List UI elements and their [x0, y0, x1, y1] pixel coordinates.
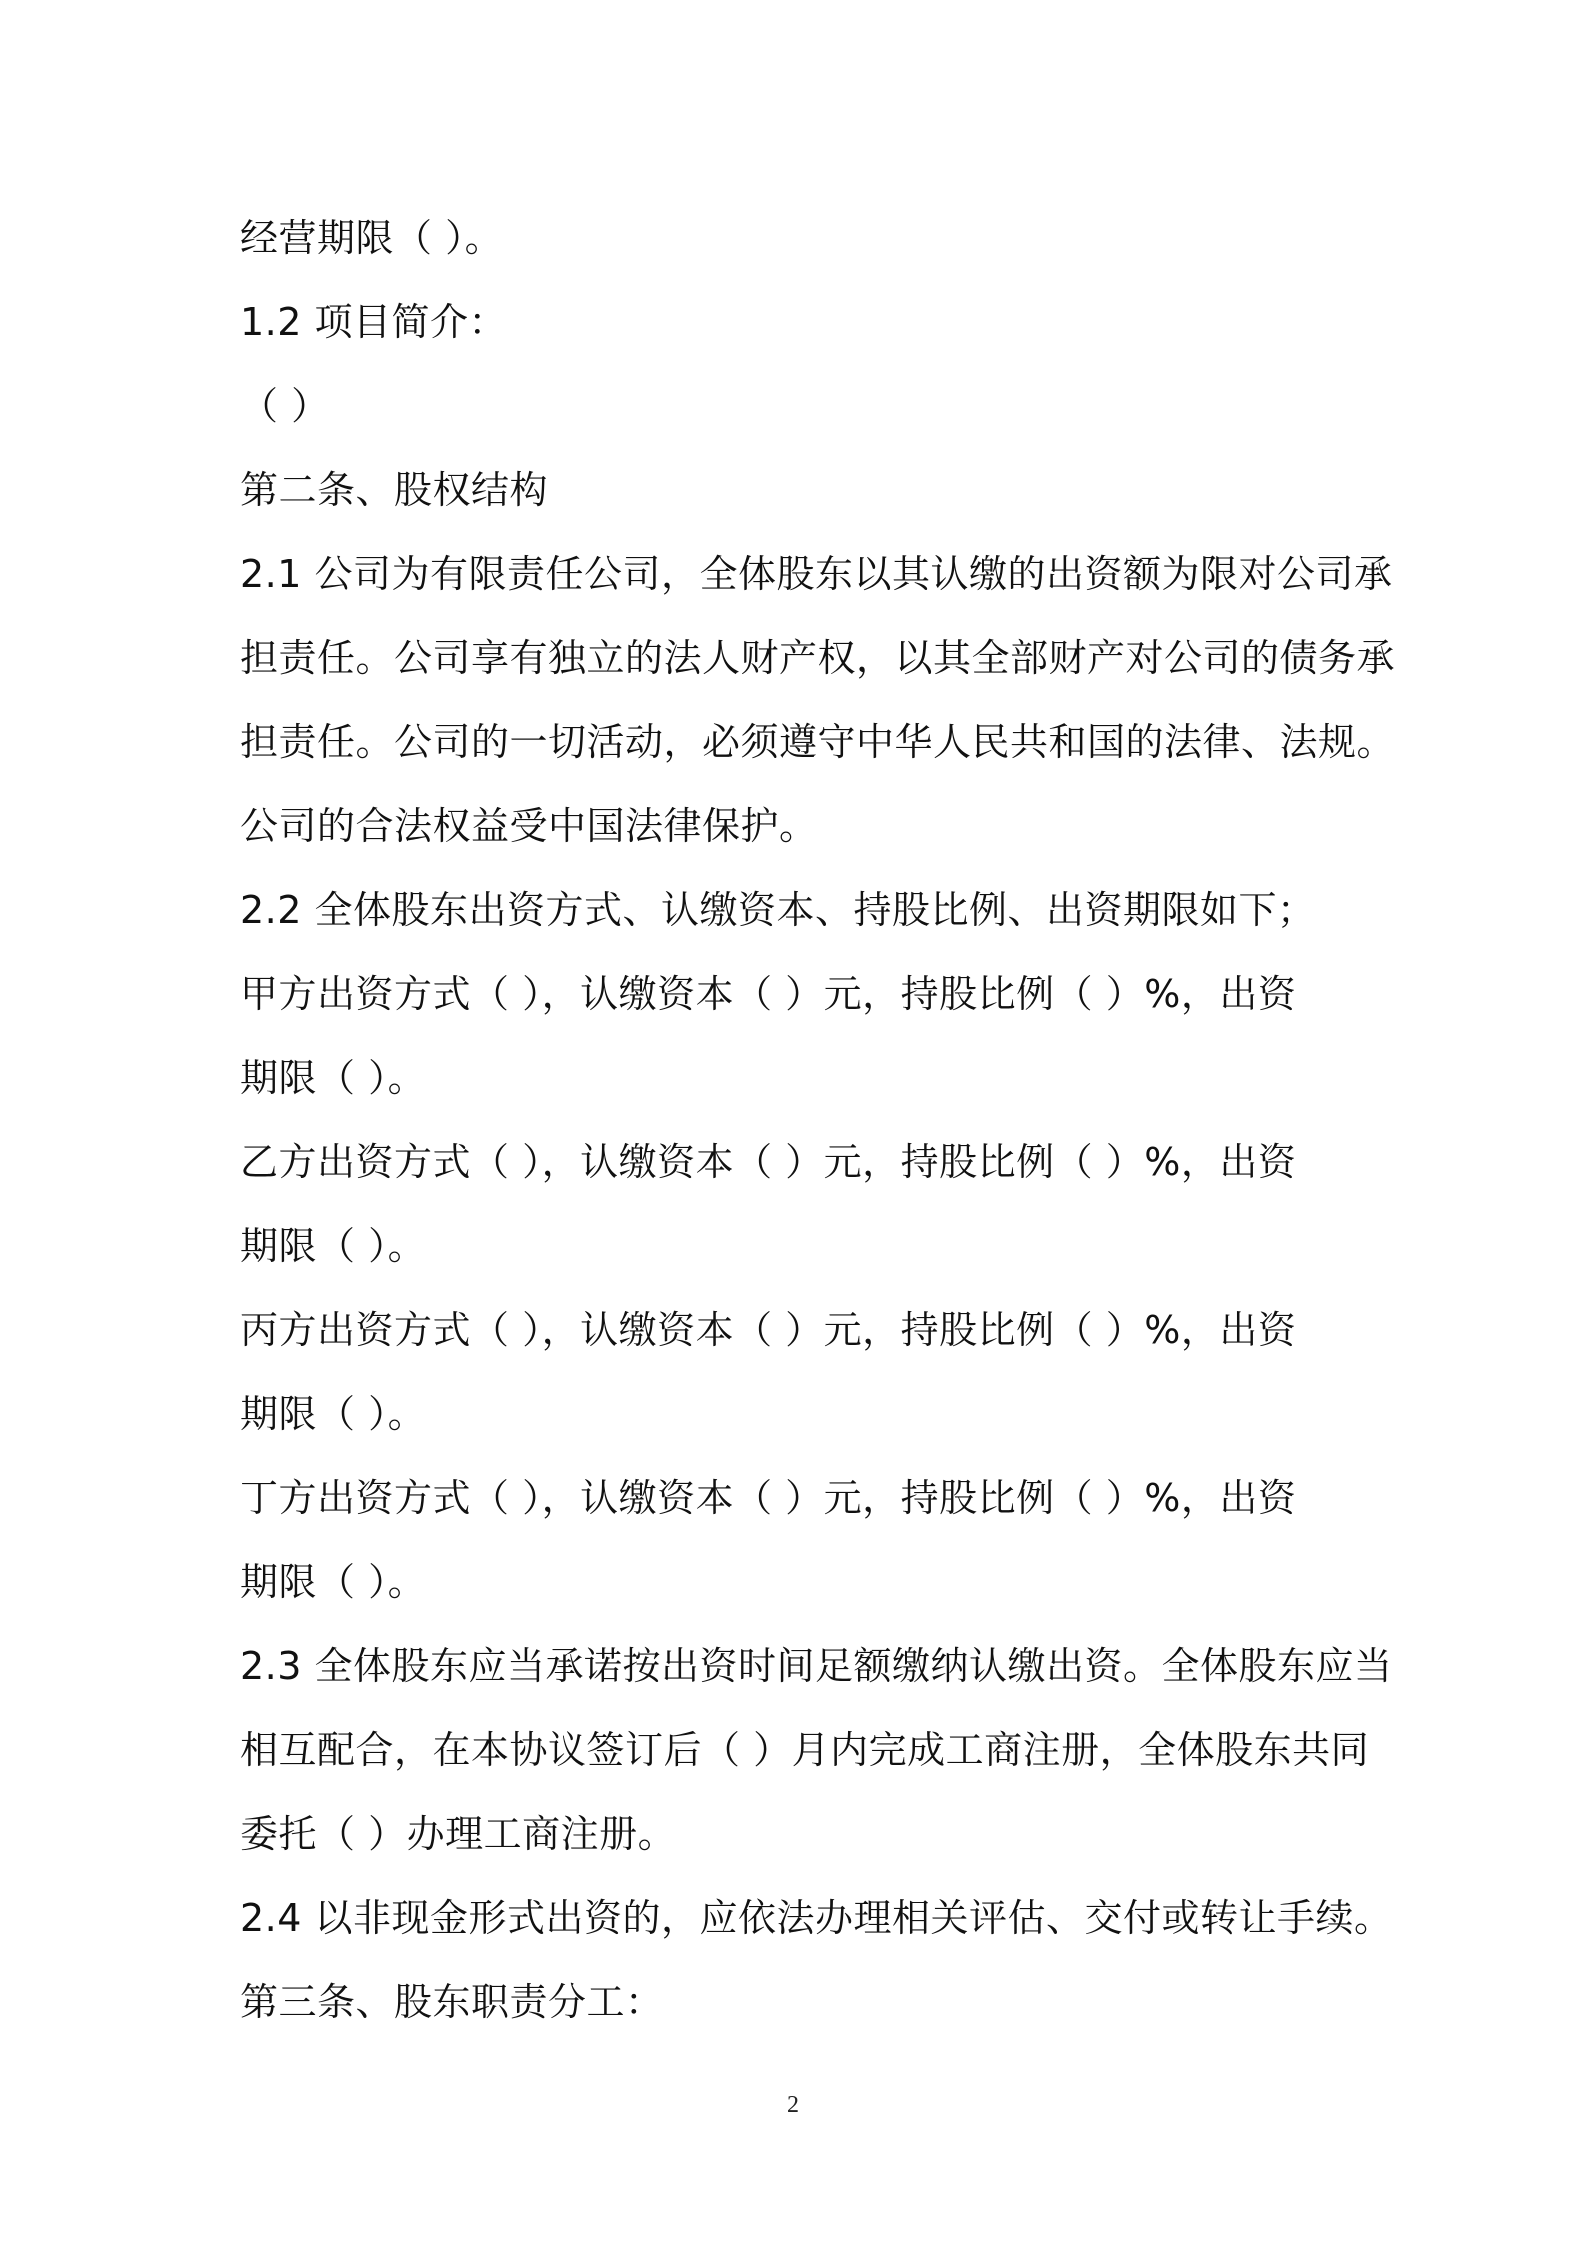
text-line: 经营期限（ ）。 — [240, 216, 504, 260]
text-line: 担责任。公司享有独立的法人财产权，以其全部财产对公司的债务承 — [240, 636, 1396, 680]
text-line: 委托（ ）办理工商注册。 — [240, 1812, 677, 1856]
text-line: 2.3 全体股东应当承诺按出资时间足额缴纳认缴出资。全体股东应当 — [240, 1644, 1393, 1688]
article-heading-3: 第三条、股东职责分工： — [240, 1980, 664, 2024]
text-line: 期限（ ）。 — [240, 1056, 427, 1100]
text-line: 丁方出资方式（ ），认缴资本（ ）元，持股比例（ ）%，出资 — [240, 1476, 1297, 1520]
text-line: （ ） — [240, 384, 330, 428]
section-heading-1-2: 1.2 项目简介： — [240, 300, 508, 344]
text-line: 乙方出资方式（ ），认缴资本（ ）元，持股比例（ ）%，出资 — [240, 1140, 1297, 1184]
text-line: 期限（ ）。 — [240, 1560, 427, 1604]
text-line: 担责任。公司的一切活动，必须遵守中华人民共和国的法律、法规。 — [240, 720, 1396, 764]
text-line: 公司的合法权益受中国法律保护。 — [240, 804, 818, 848]
text-line: 期限（ ）。 — [240, 1392, 427, 1436]
article-heading-2: 第二条、股权结构 — [240, 468, 549, 512]
text-line: 相互配合，在本协议签订后（ ）月内完成工商注册，全体股东共同 — [240, 1728, 1370, 1772]
document-body — [240, 196, 1396, 2044]
text-line: 2.4 以非现金形式出资的，应依法办理相关评估、交付或转让手续。 — [240, 1896, 1393, 1940]
text-line: 甲方出资方式（ ），认缴资本（ ）元，持股比例（ ）%，出资 — [240, 972, 1297, 1016]
page-number: 2 — [787, 2092, 799, 2118]
text-line: 期限（ ）。 — [240, 1224, 427, 1268]
text-line: 2.2 全体股东出资方式、认缴资本、持股比例、出资期限如下； — [240, 888, 1316, 932]
text-line: 2.1 公司为有限责任公司，全体股东以其认缴的出资额为限对公司承 — [240, 552, 1393, 596]
text-line: 丙方出资方式（ ），认缴资本（ ）元，持股比例（ ）%，出资 — [240, 1308, 1297, 1352]
